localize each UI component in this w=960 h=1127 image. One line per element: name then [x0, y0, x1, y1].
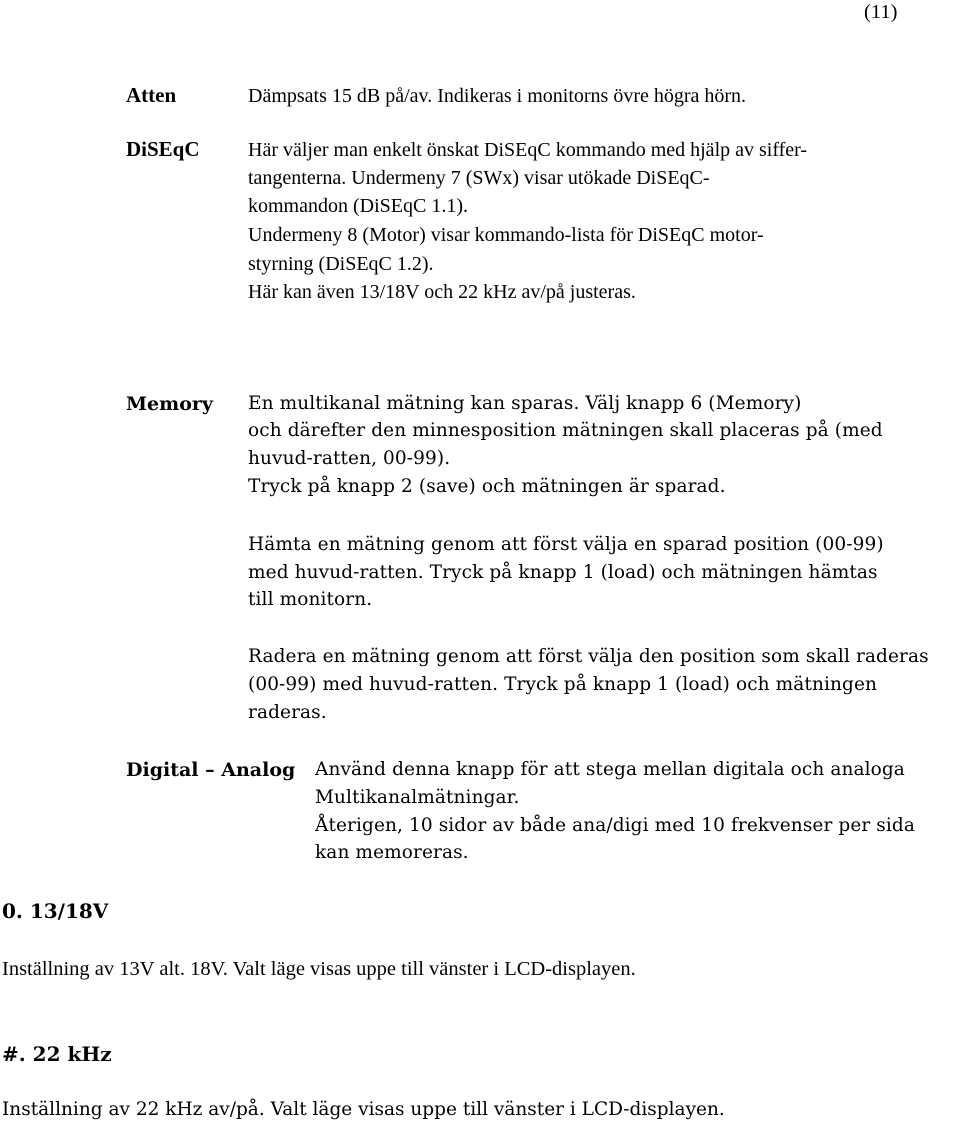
diseqc-term: DiSEqC: [126, 137, 200, 161]
section-22khz-text: Inställning av 22 kHz av/på. Valt läge visas uppe till vänster i LCD-displayen.: [2, 1099, 725, 1120]
diseqc-line: styrning (DiSEqC 1.2).: [248, 253, 434, 275]
digital-analog-line: Multikanalmätningar.: [315, 787, 520, 808]
digital-analog-line: kan memoreras.: [315, 842, 469, 863]
memory-line: huvud-ratten, 00-99).: [248, 448, 451, 469]
diseqc-line: tangenterna. Undermeny 7 (SWx) visar utökade DiSEqC-: [248, 167, 710, 189]
memory-line: med huvud-ratten. Tryck på knapp 1 (load) och mätningen hämtas: [248, 562, 878, 583]
digital-analog-line: Återigen, 10 sidor av både ana/digi med 10 frekvenser per sida: [315, 815, 915, 836]
atten-term: Atten: [126, 83, 177, 107]
memory-line: raderas.: [248, 702, 327, 723]
diseqc-line: Här kan även 13/18V och 22 kHz av/på justeras.: [248, 281, 636, 303]
diseqc-line: Här väljer man enkelt önskat DiSEqC kommando med hjälp av siffer-: [248, 139, 808, 161]
memory-line: och därefter den minnesposition mätningen skall placeras på (med: [248, 420, 883, 441]
memory-line: En multikanal mätning kan sparas. Välj knapp 6 (Memory): [248, 393, 802, 414]
diseqc-line: kommandon (DiSEqC 1.1).: [248, 195, 468, 217]
section-22khz-heading: #. 22 kHz: [2, 1042, 112, 1066]
section-13-18v-text: Inställning av 13V alt. 18V. Valt läge visas uppe till vänster i LCD-displayen.: [2, 958, 636, 980]
diseqc-line: Undermeny 8 (Motor) visar kommando-lista för DiSEqC motor-: [248, 224, 764, 246]
memory-term: Memory: [126, 393, 213, 415]
atten-description: Dämpsats 15 dB på/av. Indikeras i monitorns övre högra hörn.: [248, 85, 747, 107]
digital-analog-line: Använd denna knapp för att stega mellan digitala och analoga: [315, 759, 905, 780]
memory-line: Radera en mätning genom att först välja den position som skall raderas: [248, 646, 929, 667]
section-13-18v-heading: 0. 13/18V: [2, 899, 109, 923]
page-number: (11): [864, 1, 898, 23]
digital-analog-term: Digital – Analog: [126, 759, 296, 781]
memory-line: Hämta en mätning genom att först välja en sparad position (00-99): [248, 534, 884, 555]
memory-line: Tryck på knapp 2 (save) och mätningen är sparad.: [248, 476, 726, 497]
memory-line: (00-99) med huvud-ratten. Tryck på knapp 1 (load) och mätningen: [248, 674, 878, 695]
memory-line: till monitorn.: [248, 589, 373, 610]
